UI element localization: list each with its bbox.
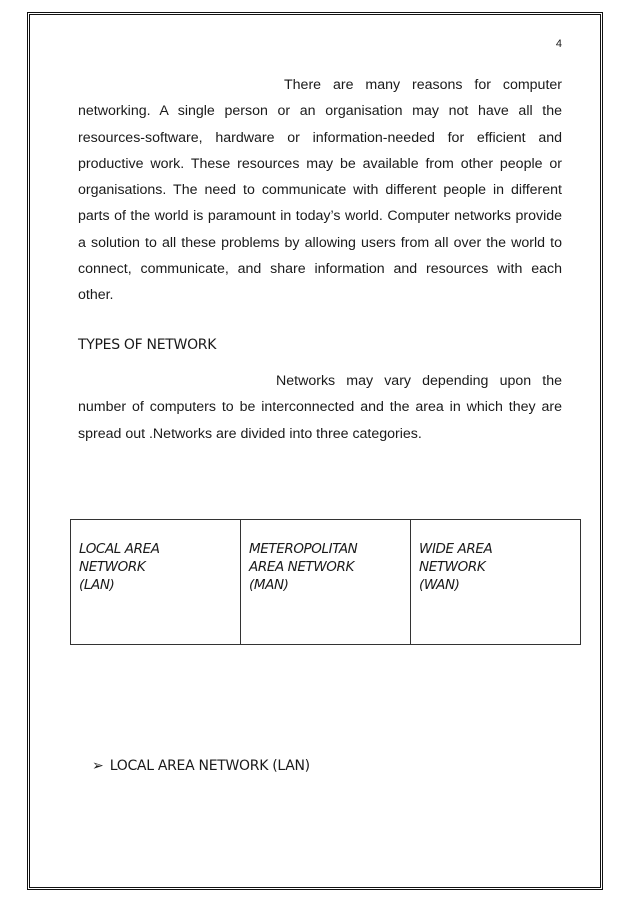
cell-line: AREA NETWORK — [249, 559, 354, 575]
cell-line: (WAN) — [419, 577, 460, 593]
intro-body-text: networking. A single person or an organisation may not have all the resources-software, hardware or information-needed for efficient and productive work. These resources may be available from other people or organisations. The need to communicate with different people in different parts of the world is paramount in today’s world. Computer networks provide a solution to all these problems by allowing users from all over the world to connect, communicate, and share information and resources with each other. — [78, 103, 562, 304]
cell-line: WIDE AREA — [419, 541, 493, 557]
types-lead-text: Networks may vary depending upon the — [276, 373, 562, 389]
arrowhead-bullet-icon: ➢ — [92, 757, 104, 773]
cell-line: (MAN) — [249, 577, 289, 593]
cell-line: NETWORK — [419, 559, 486, 575]
intro-lead-text: There are many reasons for computer — [284, 77, 562, 93]
table-cell-lan — [71, 520, 241, 645]
section-heading-types-of-network: TYPES OF NETWORK — [78, 337, 217, 353]
types-body-text: number of computers to be interconnected and the area in which they are spread out .Networks are divided into three categories. — [78, 399, 562, 442]
table-cell-man — [241, 520, 411, 645]
network-types-table — [70, 519, 581, 645]
types-paragraph — [78, 368, 562, 447]
page-number: 4 — [555, 38, 562, 50]
cell-line: NETWORK — [79, 559, 146, 575]
cell-line: (LAN) — [79, 577, 115, 593]
intro-paragraph — [78, 72, 562, 309]
bullet-item-lan — [92, 757, 310, 774]
cell-line: LOCAL AREA — [79, 541, 160, 557]
table-cell-wan — [411, 520, 581, 645]
table-row — [71, 520, 581, 645]
cell-line: METEROPOLITAN — [249, 541, 358, 557]
bullet-text: LOCAL AREA NETWORK (LAN) — [109, 757, 310, 774]
